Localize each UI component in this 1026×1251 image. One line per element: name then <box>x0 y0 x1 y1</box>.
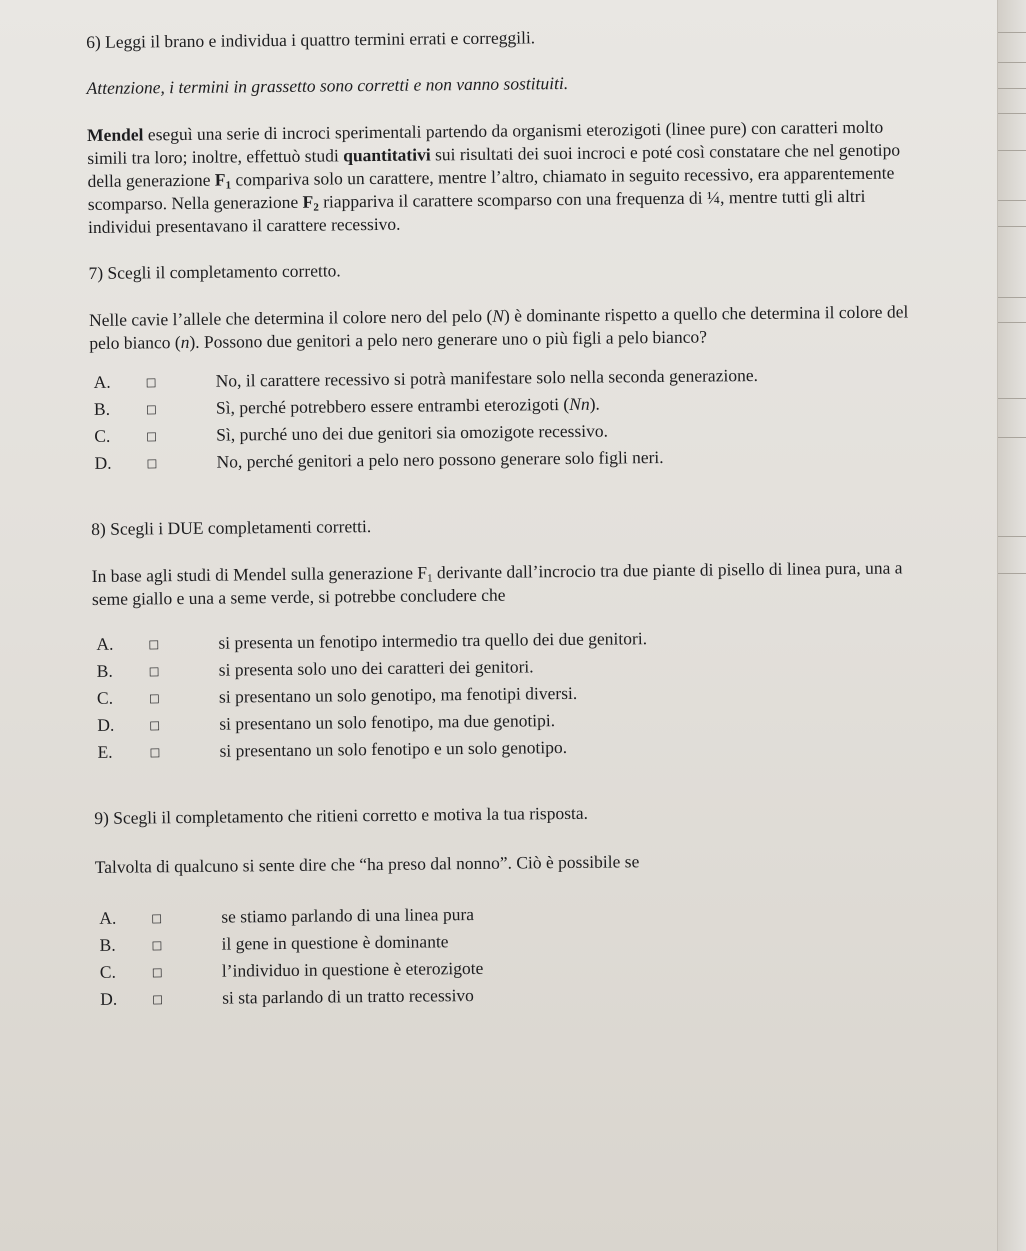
checkbox[interactable]: ☐ <box>145 403 157 418</box>
question-8 <box>91 508 914 766</box>
edge-rule <box>998 200 1026 201</box>
edge-rule <box>998 297 1026 298</box>
checkbox[interactable]: ☐ <box>146 457 158 472</box>
checkbox[interactable]: ☐ <box>148 638 160 653</box>
option-text: il gene in questione è dominante <box>221 931 449 954</box>
option-letter: B. <box>93 398 111 419</box>
option-text: l’individuo in questione è eterozigote <box>221 957 484 981</box>
checkbox[interactable]: ☐ <box>148 692 160 707</box>
option-text: No, il carattere recessivo si potrà manifestare solo nella seconda generazione. <box>215 364 759 391</box>
option-text: si presenta un fenotipo intermedio tra quello dei due genitori. <box>218 628 648 653</box>
question-9-options <box>95 896 916 1013</box>
question-9-title: 9) Scegli il completamento che ritieni corretto e motiva la tua risposta. <box>94 802 589 828</box>
question-7 <box>88 252 910 477</box>
question-6-instruction: Attenzione, i termini in grassetto sono corretti e non vanno sostituiti. <box>86 72 569 98</box>
option-letter: C. <box>94 425 111 446</box>
edge-rule <box>998 398 1026 399</box>
checkbox[interactable]: ☐ <box>149 746 161 761</box>
option-letter: A. <box>93 371 111 392</box>
question-8-stem: In base agli studi di Mendel sulla generazione $F_1$ derivante dall’incrocio tra due piante di pisello di linea pura, una a seme giallo e una a seme verde, si potrebbe concludere che <box>91 557 903 609</box>
option-letter: B. <box>96 660 113 681</box>
option-text: si presentano un solo fenotipo, ma due genotipi. <box>219 710 556 734</box>
option-text: No, perché genitori a pelo nero possono generare solo figli neri. <box>216 446 664 472</box>
edge-rule <box>998 88 1026 89</box>
option-text: se stiamo parlando di una linea pura <box>221 903 475 927</box>
option-text: Sì, perché potrebbero essere entrambi eterozigoti (Nn). <box>215 393 600 418</box>
edge-rule <box>998 150 1026 151</box>
checkbox[interactable]: ☐ <box>149 719 161 734</box>
bold-term-quantitativi: quantitativi <box>343 144 431 166</box>
bold-term-f2: $F_2$ <box>302 191 319 214</box>
question-6-title: 6) Leggi il brano e individua i quattro termini errati e correggili. <box>86 27 536 52</box>
option-text: si sta parlando di un tratto recessivo <box>222 984 474 1008</box>
edge-rule <box>998 62 1026 63</box>
option-text: Sì, purché uno dei due genitori sia omozigote recessivo. <box>216 420 609 445</box>
question-7-stem: Nelle cavie l’allele che determina il colore nero del pelo (N) è dominante rispetto a quello che determina il colore del pelo bianco (n). Possono due genitori a pelo nero generare uno o più figli a pelo bianco? <box>88 301 909 353</box>
checkbox[interactable]: ☐ <box>151 939 163 954</box>
edge-rule <box>998 573 1026 574</box>
edge-rule <box>998 113 1026 114</box>
question-7-options <box>90 360 911 477</box>
option-letter: A. <box>96 633 114 654</box>
worksheet-content <box>86 21 916 1013</box>
question-7-title: 7) Scegli il completamento corretto. <box>88 260 341 283</box>
checkbox[interactable]: ☐ <box>151 966 163 981</box>
option-letter: B. <box>99 934 116 955</box>
option-letter: D. <box>97 714 115 735</box>
option-text: si presentano un solo genotipo, ma fenotipi diversi. <box>218 682 578 707</box>
option-letter: A. <box>99 907 117 928</box>
option-letter: D. <box>100 988 118 1009</box>
edge-rule <box>998 437 1026 438</box>
question-9 <box>94 797 916 1013</box>
bold-term-mendel: Mendel <box>86 124 144 145</box>
edge-rule <box>998 322 1026 323</box>
option-letter: D. <box>94 452 112 473</box>
question-6 <box>86 21 908 239</box>
checkbox[interactable]: ☐ <box>148 665 160 680</box>
question-9-stem: Talvolta di qualcuno si sente dire che “ha preso dal nonno”. Ciò è possibile se <box>94 851 640 877</box>
option-letter: C. <box>96 687 114 708</box>
edge-rule <box>998 226 1026 227</box>
edge-rule <box>998 536 1026 537</box>
checkbox[interactable]: ☐ <box>151 912 163 927</box>
question-8-options <box>92 622 913 766</box>
option-letter: E. <box>97 741 113 762</box>
option-text: si presentano un solo fenotipo e un solo genotipo. <box>219 737 568 761</box>
underlying-page-edge <box>997 0 1026 1251</box>
option-letter: C. <box>99 961 117 982</box>
option-text: si presenta solo uno dei caratteri dei genitori. <box>218 656 534 680</box>
bold-term-f1: $F_1$ <box>214 169 232 192</box>
checkbox[interactable]: ☐ <box>152 993 164 1008</box>
edge-rule <box>998 32 1026 33</box>
question-8-title: 8) Scegli i DUE completamenti corretti. <box>91 516 372 539</box>
checkbox[interactable]: ☐ <box>146 430 158 445</box>
checkbox[interactable]: ☐ <box>145 376 157 391</box>
question-6-passage: Mendel eseguì una serie di incroci sperimentali partendo da organismi eterozigoti (linee pure) con caratteri molto simili tra loro; inoltre, effettuò studi quantitativi sui risultati dei suoi incroci e poté così constatare che nel genotipo della generazione $F_1$ compariva solo un carattere, mentre l’altro, chiamato in seguito recessivo, era apparentemente scomparso. Nella generazione $F_2$ riappariva il carattere scomparso con una frequenza di ¼, mentre tutti gli altri individui presentavano il carattere recessivo. <box>86 116 901 237</box>
